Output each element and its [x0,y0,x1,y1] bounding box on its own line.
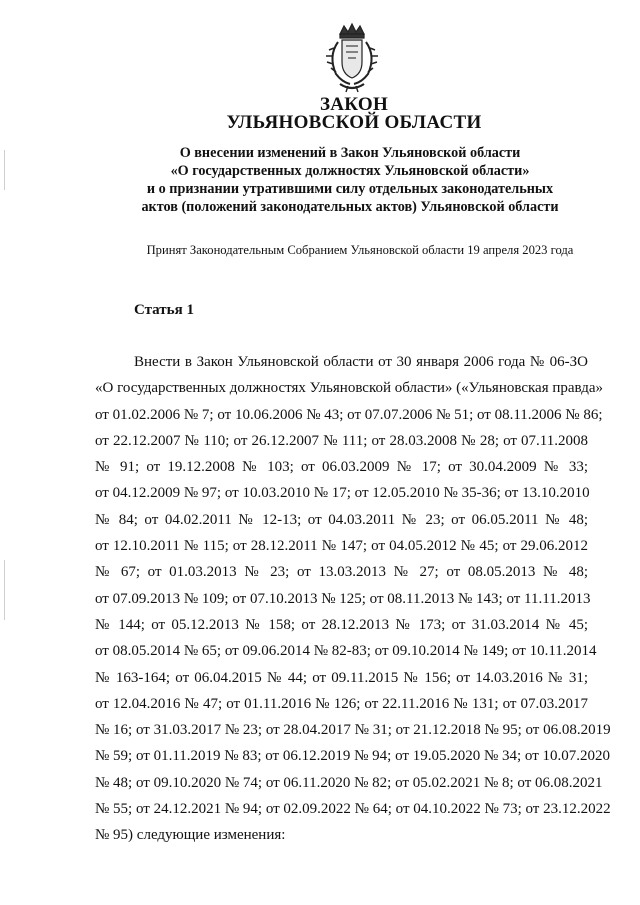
body-line: № 48; от 09.10.2020 № 74; от 06.11.2020 № 82; от 05.02.2021 № 8; от 06.08.2021 [95,774,603,791]
adoption-note: Принят Законодательным Собранием Ульяновской области 19 апреля 2023 года [146,243,574,257]
scan-edge-mark [4,560,5,620]
law-subject-line: «О государственных должностях Ульяновской области» [170,163,530,179]
body-line: Внести в Закон Ульяновской области от 30 января 2006 года № 06-ЗО [134,354,588,370]
law-title: ЗАКОН [319,94,389,115]
body-line: № 16; от 31.03.2017 № 23; от 28.04.2017 № 31; от 21.12.2018 № 95; от 06.08.2019 [95,722,611,739]
law-subject-line: и о признании утратившими силу отдельных законодательных [146,181,554,197]
body-line: № 144; от 05.12.2013 № 158; от 28.12.2013 № 173; от 31.03.2014 № 45; [95,616,588,633]
body-line: № 59; от 01.11.2019 № 83; от 06.12.2019 № 94; от 19.05.2020 № 34; от 10.07.2020 [95,748,611,765]
body-line: № 163-164; от 06.04.2015 № 44; от 09.11.2015 № 156; от 14.03.2016 № 31; [95,669,588,686]
law-region-title: УЛЬЯНОВСКОЙ ОБЛАСТИ [226,112,482,133]
body-line: от 12.10.2011 № 115; от 28.12.2011 № 147; от 04.05.2012 № 45; от 29.06.2012 [95,538,588,555]
body-line: № 67; от 01.03.2013 № 23; от 13.03.2013 № 27; от 08.05.2013 № 48; [95,564,588,581]
body-line: № 55; от 24.12.2021 № 94; от 02.09.2022 № 64; от 04.10.2022 № 73; от 23.12.2022 [95,801,611,818]
body-line: от 12.04.2016 № 47; от 01.11.2016 № 126; от 22.11.2016 № 131; от 07.03.2017 [95,695,588,712]
law-subject-line: О внесении изменений в Закон Ульяновской области [179,145,521,161]
scan-edge-mark [4,150,5,190]
body-line: «О государственных должностях Ульяновской области» («Ульяновская правда» [95,380,604,397]
body-line: от 22.12.2007 № 110; от 26.12.2007 № 111; от 28.03.2008 № 28; от 07.11.2008 [95,432,588,449]
ulyanovsk-coat-of-arms-icon [318,22,386,94]
body-line: от 04.12.2009 № 97; от 10.03.2010 № 17; от 12.05.2010 № 35-36; от 13.10.2010 [95,485,590,502]
body-line: № 95) следующие изменения: [95,827,286,844]
article-heading: Статья 1 [134,302,194,318]
law-subject-line: актов (положений законодательных актов) Ульяновской области [141,199,559,215]
body-line: № 84; от 04.02.2011 № 12-13; от 04.03.2011 № 23; от 06.05.2011 № 48; [95,511,588,528]
article-body [95,349,611,849]
body-line: от 01.02.2006 № 7; от 10.06.2006 № 43; от 07.07.2006 № 51; от 08.11.2006 № 86; [95,406,603,423]
body-line: № 91; от 19.12.2008 № 103; от 06.03.2009 № 17; от 30.04.2009 № 33; [95,459,588,476]
body-line: от 07.09.2013 № 109; от 07.10.2013 № 125; от 08.11.2013 № 143; от 11.11.2013 [95,590,591,607]
law-subject [100,144,600,216]
body-line: от 08.05.2014 № 65; от 09.06.2014 № 82-83; от 09.10.2014 № 149; от 10.11.2014 [95,643,597,660]
